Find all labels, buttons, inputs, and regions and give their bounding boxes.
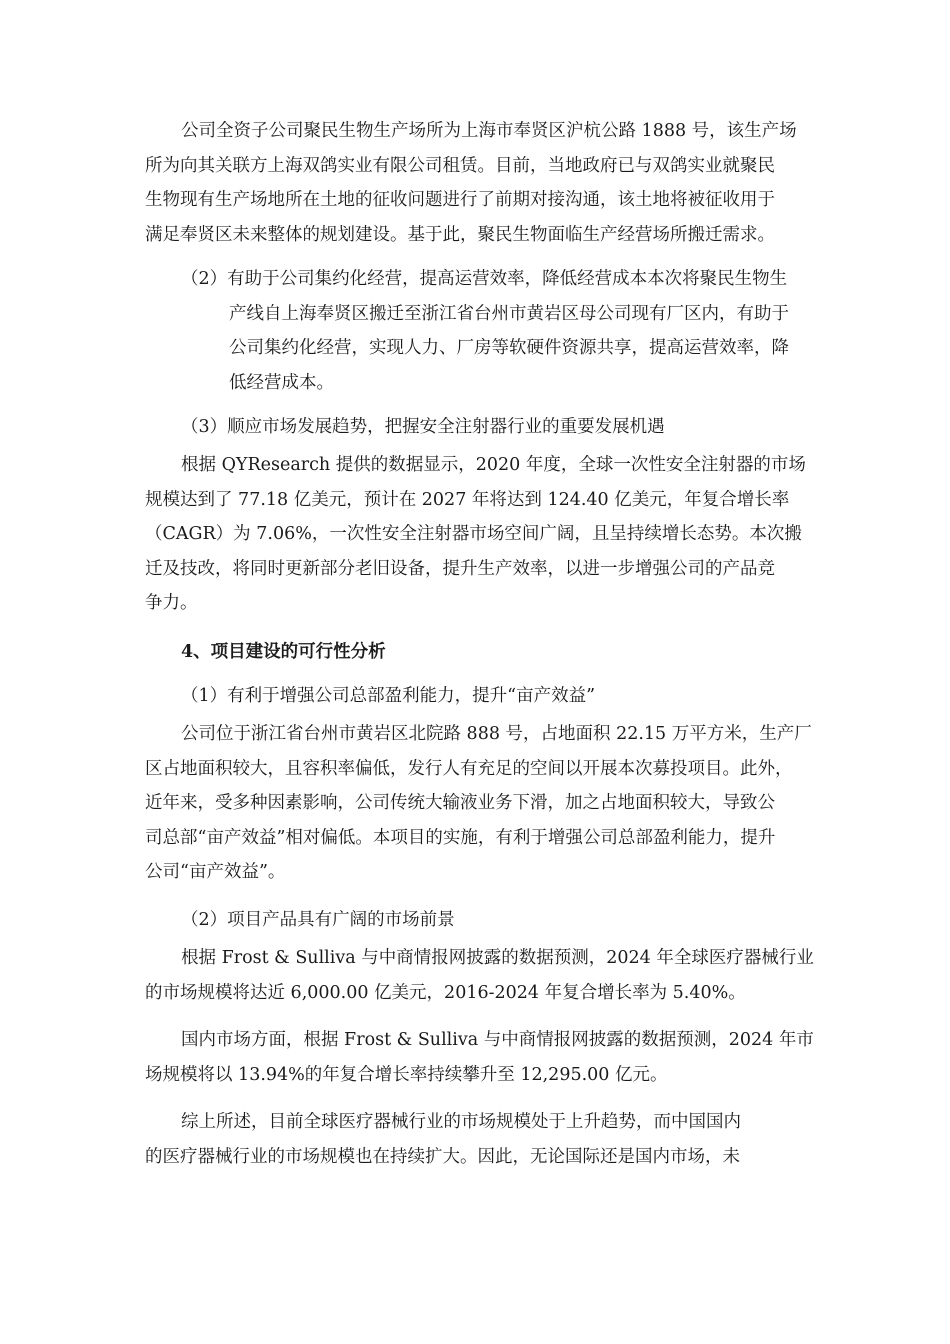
text-line: （CAGR）为 7.06%，一次性安全注射器市场空间广阔，且呈持续增长态势。本次搬 <box>145 524 802 544</box>
text-line: 的市场规模将达近 6,000.00 亿美元，2016-2024 年复合增长率为 5.40%。 <box>145 982 746 1003</box>
text-line: 规模达到了 77.18 亿美元，预计在 2027 年将达到 124.40 亿美元，年复合增长率 <box>145 489 790 510</box>
subheading-1 <box>181 679 595 714</box>
text-line: （2）项目产品具有广阔的市场前景 <box>181 910 455 930</box>
text-line: 场规模将以 13.94%的年复合增长率持续攀升至 12,295.00 亿元。 <box>145 1064 668 1085</box>
paragraph-8 <box>145 941 814 1010</box>
text-line: 根据 QYResearch 提供的数据显示，2020 年度，全球一次性安全注射器的市场 <box>181 455 806 475</box>
text-line: （3）顺应市场发展趋势，把握安全注射器行业的重要发展机遇 <box>181 417 665 437</box>
subheading-2 <box>181 903 455 938</box>
text-line: 国内市场方面，根据 Frost & Sulliva 与中商情报网披露的数据预测，2024 年市 <box>181 1030 814 1050</box>
section-heading-4 <box>181 635 386 670</box>
text-line: 满足奉贤区未来整体的规划建设。基于此，聚民生物面临生产经营场所搬迁需求。 <box>145 224 775 245</box>
paragraph-4 <box>145 448 806 621</box>
text-line: 公司全资子公司聚民生物生产场所为上海市奉贤区沪杭公路 1888 号，该生产场 <box>181 121 797 141</box>
text-line: 司总部“亩产效益”相对偏低。本项目的实施，有利于增强公司总部盈利能力，提升 <box>145 827 776 848</box>
text-line: 4、项目建设的可行性分析 <box>181 642 386 662</box>
text-line: 低经营成本。 <box>229 372 334 393</box>
paragraph-6 <box>145 717 812 890</box>
paragraph-1 <box>145 114 797 252</box>
text-line: （2）有助于公司集约化经营，提高运营效率，降低经营成本本次将聚民生物生 <box>181 269 788 289</box>
text-line: 公司位于浙江省台州市黄岩区北院路 888 号，占地面积 22.15 万平方米，生产厂 <box>181 724 812 744</box>
text-line: 产线自上海奉贤区搬迁至浙江省台州市黄岩区母公司现有厂区内，有助于 <box>229 303 789 324</box>
text-line: 的医疗器械行业的市场规模也在持续扩大。因此，无论国际还是国内市场，未 <box>145 1146 740 1167</box>
text-line: 综上所述，目前全球医疗器械行业的市场规模处于上升趋势，而中国国内 <box>181 1112 741 1132</box>
text-line: 区占地面积较大，且容积率偏低，发行人有充足的空间以开展本次募投项目。此外， <box>145 758 793 779</box>
text-line: 争力。 <box>145 593 198 613</box>
text-line: 近年来，受多种因素影响，公司传统大输液业务下滑，加之占地面积较大，导致公 <box>145 793 775 813</box>
text-line: （1）有利于增强公司总部盈利能力，提升“亩产效益” <box>181 686 596 706</box>
paragraph-9 <box>145 1023 814 1092</box>
text-line: 生物现有生产场地所在土地的征收问题进行了前期对接沟通，该土地将被征收用于 <box>145 190 775 210</box>
subheading-3 <box>181 410 665 445</box>
paragraph-2 <box>181 262 789 400</box>
text-line: 公司集约化经营，实现人力、厂房等软硬件资源共享，提高运营效率，降 <box>229 338 789 358</box>
text-line: 根据 Frost & Sulliva 与中商情报网披露的数据预测，2024 年全球医疗器械行业 <box>181 948 814 968</box>
text-line: 公司“亩产效益”。 <box>145 862 286 882</box>
text-line: 迁及技改，将同时更新部分老旧设备，提升生产效率，以进一步增强公司的产品竞 <box>145 558 775 579</box>
text-line: 所为向其关联方上海双鸽实业有限公司租赁。目前，当地政府已与双鸽实业就聚民 <box>145 155 775 176</box>
paragraph-10 <box>145 1105 741 1174</box>
